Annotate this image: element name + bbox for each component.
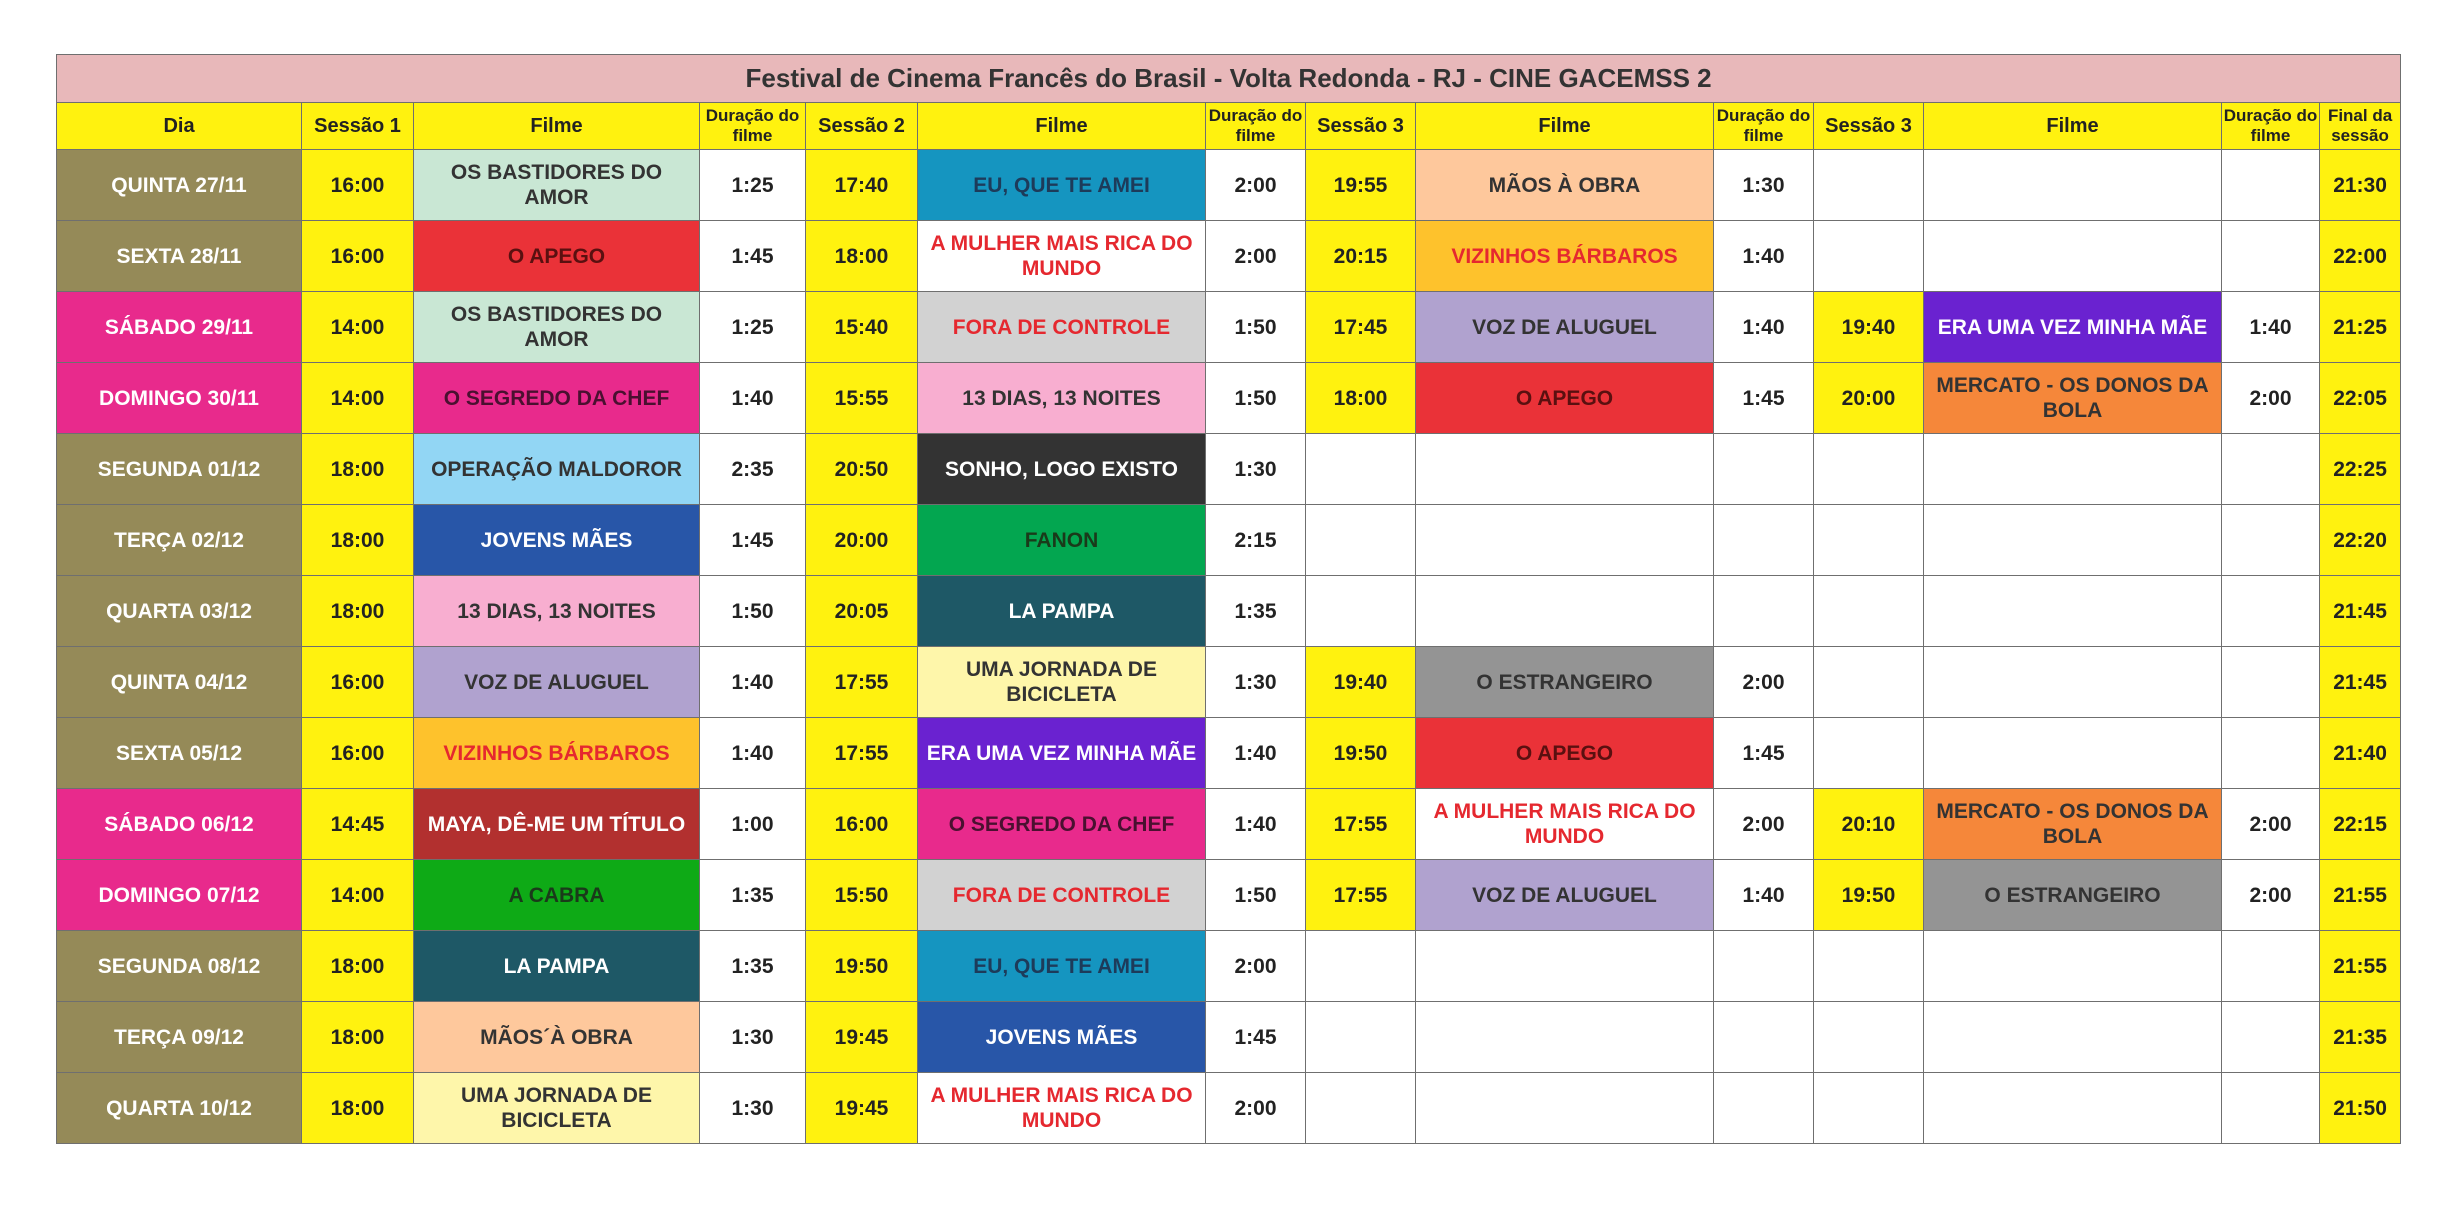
session-3-time: 17:55 [1306, 789, 1416, 860]
session-1-time: 18:00 [302, 434, 414, 505]
film-2-duration: 1:50 [1206, 292, 1306, 363]
film-4-cell [1924, 221, 2222, 292]
film-1-duration: 1:40 [700, 363, 806, 434]
header-session-1: Sessão 1 [302, 103, 414, 150]
film-3-cell: O APEGO [1416, 363, 1714, 434]
film-1-duration: 1:40 [700, 647, 806, 718]
schedule-row [57, 931, 2401, 1002]
film-4-cell [1924, 647, 2222, 718]
session-2-time: 17:55 [806, 718, 918, 789]
film-4-cell [1924, 718, 2222, 789]
day-cell: QUINTA 27/11 [57, 150, 302, 221]
schedule-table [56, 54, 2401, 1144]
session-3-time: 19:55 [1306, 150, 1416, 221]
schedule-row [57, 647, 2401, 718]
film-3-duration: 2:00 [1714, 789, 1814, 860]
film-1-duration: 1:25 [700, 150, 806, 221]
session-4-time [1814, 647, 1924, 718]
film-1-cell: OS BASTIDORES DO AMOR [414, 292, 700, 363]
film-4-cell: ERA UMA VEZ MINHA MÃE [1924, 292, 2222, 363]
film-4-cell: MERCATO - OS DONOS DA BOLA [1924, 363, 2222, 434]
schedule-row [57, 363, 2401, 434]
film-1-cell: 13 DIAS, 13 NOITES [414, 576, 700, 647]
film-4-duration [2222, 931, 2320, 1002]
film-4-duration [2222, 434, 2320, 505]
session-end-time: 22:25 [2320, 434, 2401, 505]
film-3-cell: VOZ DE ALUGUEL [1416, 860, 1714, 931]
header-film-4: Filme [1924, 103, 2222, 150]
film-4-duration [2222, 1073, 2320, 1144]
film-1-duration: 1:00 [700, 789, 806, 860]
header-session-4: Sessão 3 [1814, 103, 1924, 150]
film-1-duration: 1:35 [700, 860, 806, 931]
day-cell: SEGUNDA 08/12 [57, 931, 302, 1002]
film-3-duration: 1:40 [1714, 292, 1814, 363]
session-3-time [1306, 1002, 1416, 1073]
film-3-cell: VOZ DE ALUGUEL [1416, 292, 1714, 363]
session-2-time: 17:55 [806, 647, 918, 718]
session-4-time: 20:10 [1814, 789, 1924, 860]
film-1-cell: VOZ DE ALUGUEL [414, 647, 700, 718]
header-session-2: Sessão 2 [806, 103, 918, 150]
film-2-cell: FORA DE CONTROLE [918, 860, 1206, 931]
session-1-time: 18:00 [302, 505, 414, 576]
session-end-time: 21:45 [2320, 647, 2401, 718]
session-3-time [1306, 1073, 1416, 1144]
header-film-3: Filme [1416, 103, 1714, 150]
film-3-duration [1714, 505, 1814, 576]
film-1-cell: O SEGREDO DA CHEF [414, 363, 700, 434]
schedule-row [57, 1002, 2401, 1073]
film-2-cell: ERA UMA VEZ MINHA MÃE [918, 718, 1206, 789]
film-1-duration: 2:35 [700, 434, 806, 505]
film-2-duration: 1:35 [1206, 576, 1306, 647]
session-1-time: 18:00 [302, 576, 414, 647]
session-2-time: 20:50 [806, 434, 918, 505]
session-end-time: 21:35 [2320, 1002, 2401, 1073]
session-end-time: 22:15 [2320, 789, 2401, 860]
header-session-end: Final da sessão [2320, 103, 2401, 150]
schedule-row [57, 292, 2401, 363]
film-1-cell: OPERAÇÃO MALDOROR [414, 434, 700, 505]
film-3-cell [1416, 434, 1714, 505]
session-3-time: 19:50 [1306, 718, 1416, 789]
session-2-time: 15:40 [806, 292, 918, 363]
film-1-duration: 1:30 [700, 1002, 806, 1073]
schedule-row [57, 789, 2401, 860]
session-4-time [1814, 505, 1924, 576]
film-2-duration: 2:15 [1206, 505, 1306, 576]
film-2-duration: 1:50 [1206, 860, 1306, 931]
film-1-cell: VIZINHOS BÁRBAROS [414, 718, 700, 789]
film-2-duration: 2:00 [1206, 150, 1306, 221]
session-2-time: 19:45 [806, 1002, 918, 1073]
film-1-cell: OS BASTIDORES DO AMOR [414, 150, 700, 221]
film-2-duration: 1:45 [1206, 1002, 1306, 1073]
film-4-duration: 2:00 [2222, 363, 2320, 434]
session-1-time: 18:00 [302, 1073, 414, 1144]
film-3-duration: 2:00 [1714, 647, 1814, 718]
film-1-cell: LA PAMPA [414, 931, 700, 1002]
session-1-time: 14:00 [302, 292, 414, 363]
film-1-cell: MÃOS´À OBRA [414, 1002, 700, 1073]
schedule-rows [57, 150, 2401, 1144]
film-2-cell: 13 DIAS, 13 NOITES [918, 363, 1206, 434]
film-3-duration [1714, 576, 1814, 647]
session-end-time: 21:25 [2320, 292, 2401, 363]
header-film-1: Filme [414, 103, 700, 150]
session-1-time: 16:00 [302, 150, 414, 221]
session-2-time: 16:00 [806, 789, 918, 860]
film-1-duration: 1:50 [700, 576, 806, 647]
film-2-cell: UMA JORNADA DE BICICLETA [918, 647, 1206, 718]
film-2-duration: 2:00 [1206, 931, 1306, 1002]
film-4-cell [1924, 150, 2222, 221]
session-4-time: 19:50 [1814, 860, 1924, 931]
film-2-cell: EU, QUE TE AMEI [918, 931, 1206, 1002]
film-1-cell: MAYA, DÊ-ME UM TÍTULO [414, 789, 700, 860]
session-3-time [1306, 931, 1416, 1002]
session-4-time [1814, 931, 1924, 1002]
film-2-duration: 1:30 [1206, 434, 1306, 505]
film-4-cell [1924, 505, 2222, 576]
film-1-duration: 1:35 [700, 931, 806, 1002]
film-1-duration: 1:40 [700, 718, 806, 789]
session-4-time [1814, 221, 1924, 292]
film-2-duration: 2:00 [1206, 221, 1306, 292]
session-4-time: 20:00 [1814, 363, 1924, 434]
film-4-duration [2222, 718, 2320, 789]
film-4-cell [1924, 1002, 2222, 1073]
film-2-duration: 1:40 [1206, 718, 1306, 789]
session-1-time: 16:00 [302, 718, 414, 789]
session-1-time: 16:00 [302, 647, 414, 718]
film-1-duration: 1:25 [700, 292, 806, 363]
film-3-cell [1416, 931, 1714, 1002]
schedule-title: Festival de Cinema Francês do Brasil - Volta Redonda - RJ - CINE GACEMSS 2 [57, 55, 2401, 103]
film-2-duration: 1:30 [1206, 647, 1306, 718]
session-2-time: 15:55 [806, 363, 918, 434]
film-3-cell: O APEGO [1416, 718, 1714, 789]
header-duration-2: Duração do filme [1206, 103, 1306, 150]
session-4-time [1814, 150, 1924, 221]
session-3-time: 20:15 [1306, 221, 1416, 292]
film-1-duration: 1:45 [700, 221, 806, 292]
film-3-cell: A MULHER MAIS RICA DO MUNDO [1416, 789, 1714, 860]
film-3-cell: O ESTRANGEIRO [1416, 647, 1714, 718]
day-cell: DOMINGO 07/12 [57, 860, 302, 931]
day-cell: QUARTA 10/12 [57, 1073, 302, 1144]
day-cell: DOMINGO 30/11 [57, 363, 302, 434]
session-3-time [1306, 505, 1416, 576]
film-2-cell: EU, QUE TE AMEI [918, 150, 1206, 221]
session-3-time: 19:40 [1306, 647, 1416, 718]
session-1-time: 16:00 [302, 221, 414, 292]
film-3-cell: MÃOS À OBRA [1416, 150, 1714, 221]
session-4-time [1814, 718, 1924, 789]
session-1-time: 14:00 [302, 860, 414, 931]
film-3-duration [1714, 434, 1814, 505]
film-4-duration [2222, 505, 2320, 576]
film-2-duration: 1:50 [1206, 363, 1306, 434]
schedule-row [57, 576, 2401, 647]
schedule-row [57, 1073, 2401, 1144]
session-2-time: 19:45 [806, 1073, 918, 1144]
film-4-cell [1924, 931, 2222, 1002]
film-2-duration: 1:40 [1206, 789, 1306, 860]
film-1-cell: JOVENS MÃES [414, 505, 700, 576]
day-cell: SÁBADO 29/11 [57, 292, 302, 363]
film-3-duration: 1:30 [1714, 150, 1814, 221]
session-end-time: 21:40 [2320, 718, 2401, 789]
session-4-time [1814, 1002, 1924, 1073]
session-4-time [1814, 576, 1924, 647]
session-end-time: 21:55 [2320, 931, 2401, 1002]
film-1-cell: UMA JORNADA DE BICICLETA [414, 1073, 700, 1144]
film-3-duration: 1:40 [1714, 221, 1814, 292]
day-cell: TERÇA 02/12 [57, 505, 302, 576]
schedule-row [57, 505, 2401, 576]
session-3-time: 18:00 [1306, 363, 1416, 434]
session-end-time: 22:05 [2320, 363, 2401, 434]
film-3-cell: VIZINHOS BÁRBAROS [1416, 221, 1714, 292]
schedule-row [57, 150, 2401, 221]
session-4-time [1814, 434, 1924, 505]
film-1-cell: A CABRA [414, 860, 700, 931]
film-4-cell: MERCATO - OS DONOS DA BOLA [1924, 789, 2222, 860]
header-duration-1: Duração do filme [700, 103, 806, 150]
schedule-sheet [56, 54, 2400, 1144]
session-2-time: 17:40 [806, 150, 918, 221]
header-session-3: Sessão 3 [1306, 103, 1416, 150]
session-1-time: 18:00 [302, 931, 414, 1002]
film-4-cell [1924, 576, 2222, 647]
schedule-row [57, 221, 2401, 292]
film-2-cell: A MULHER MAIS RICA DO MUNDO [918, 1073, 1206, 1144]
film-3-cell [1416, 576, 1714, 647]
session-3-time: 17:55 [1306, 860, 1416, 931]
film-4-duration: 2:00 [2222, 789, 2320, 860]
header-duration-4: Duração do filme [2222, 103, 2320, 150]
session-2-time: 20:05 [806, 576, 918, 647]
film-3-duration: 1:45 [1714, 363, 1814, 434]
day-cell: SÁBADO 06/12 [57, 789, 302, 860]
day-cell: SEXTA 28/11 [57, 221, 302, 292]
session-2-time: 19:50 [806, 931, 918, 1002]
session-end-time: 22:00 [2320, 221, 2401, 292]
header-day: Dia [57, 103, 302, 150]
day-cell: SEXTA 05/12 [57, 718, 302, 789]
session-2-time: 15:50 [806, 860, 918, 931]
session-4-time [1814, 1073, 1924, 1144]
film-3-cell [1416, 1002, 1714, 1073]
film-4-duration [2222, 576, 2320, 647]
session-3-time [1306, 576, 1416, 647]
film-3-duration [1714, 1073, 1814, 1144]
session-end-time: 22:20 [2320, 505, 2401, 576]
film-1-duration: 1:30 [700, 1073, 806, 1144]
film-4-cell [1924, 434, 2222, 505]
film-3-cell [1416, 505, 1714, 576]
film-3-cell [1416, 1073, 1714, 1144]
film-4-duration [2222, 150, 2320, 221]
film-2-cell: O SEGREDO DA CHEF [918, 789, 1206, 860]
film-3-duration [1714, 931, 1814, 1002]
film-4-duration: 1:40 [2222, 292, 2320, 363]
schedule-row [57, 434, 2401, 505]
session-end-time: 21:45 [2320, 576, 2401, 647]
film-4-cell [1924, 1073, 2222, 1144]
session-1-time: 18:00 [302, 1002, 414, 1073]
session-2-time: 18:00 [806, 221, 918, 292]
session-1-time: 14:00 [302, 363, 414, 434]
session-3-time [1306, 434, 1416, 505]
film-4-duration [2222, 647, 2320, 718]
session-1-time: 14:45 [302, 789, 414, 860]
session-2-time: 20:00 [806, 505, 918, 576]
header-row [57, 103, 2401, 150]
header-duration-3: Duração do filme [1714, 103, 1814, 150]
film-3-duration [1714, 1002, 1814, 1073]
header-film-2: Filme [918, 103, 1206, 150]
schedule-row [57, 718, 2401, 789]
film-1-duration: 1:45 [700, 505, 806, 576]
session-end-time: 21:55 [2320, 860, 2401, 931]
session-3-time: 17:45 [1306, 292, 1416, 363]
film-2-cell: FANON [918, 505, 1206, 576]
film-2-duration: 2:00 [1206, 1073, 1306, 1144]
session-end-time: 21:30 [2320, 150, 2401, 221]
film-4-duration [2222, 1002, 2320, 1073]
day-cell: SEGUNDA 01/12 [57, 434, 302, 505]
film-4-duration: 2:00 [2222, 860, 2320, 931]
film-2-cell: FORA DE CONTROLE [918, 292, 1206, 363]
film-3-duration: 1:40 [1714, 860, 1814, 931]
film-4-duration [2222, 221, 2320, 292]
film-3-duration: 1:45 [1714, 718, 1814, 789]
schedule-row [57, 860, 2401, 931]
film-2-cell: A MULHER MAIS RICA DO MUNDO [918, 221, 1206, 292]
session-4-time: 19:40 [1814, 292, 1924, 363]
day-cell: TERÇA 09/12 [57, 1002, 302, 1073]
day-cell: QUARTA 03/12 [57, 576, 302, 647]
film-2-cell: LA PAMPA [918, 576, 1206, 647]
film-4-cell: O ESTRANGEIRO [1924, 860, 2222, 931]
film-1-cell: O APEGO [414, 221, 700, 292]
film-2-cell: SONHO, LOGO EXISTO [918, 434, 1206, 505]
day-cell: QUINTA 04/12 [57, 647, 302, 718]
session-end-time: 21:50 [2320, 1073, 2401, 1144]
film-2-cell: JOVENS MÃES [918, 1002, 1206, 1073]
